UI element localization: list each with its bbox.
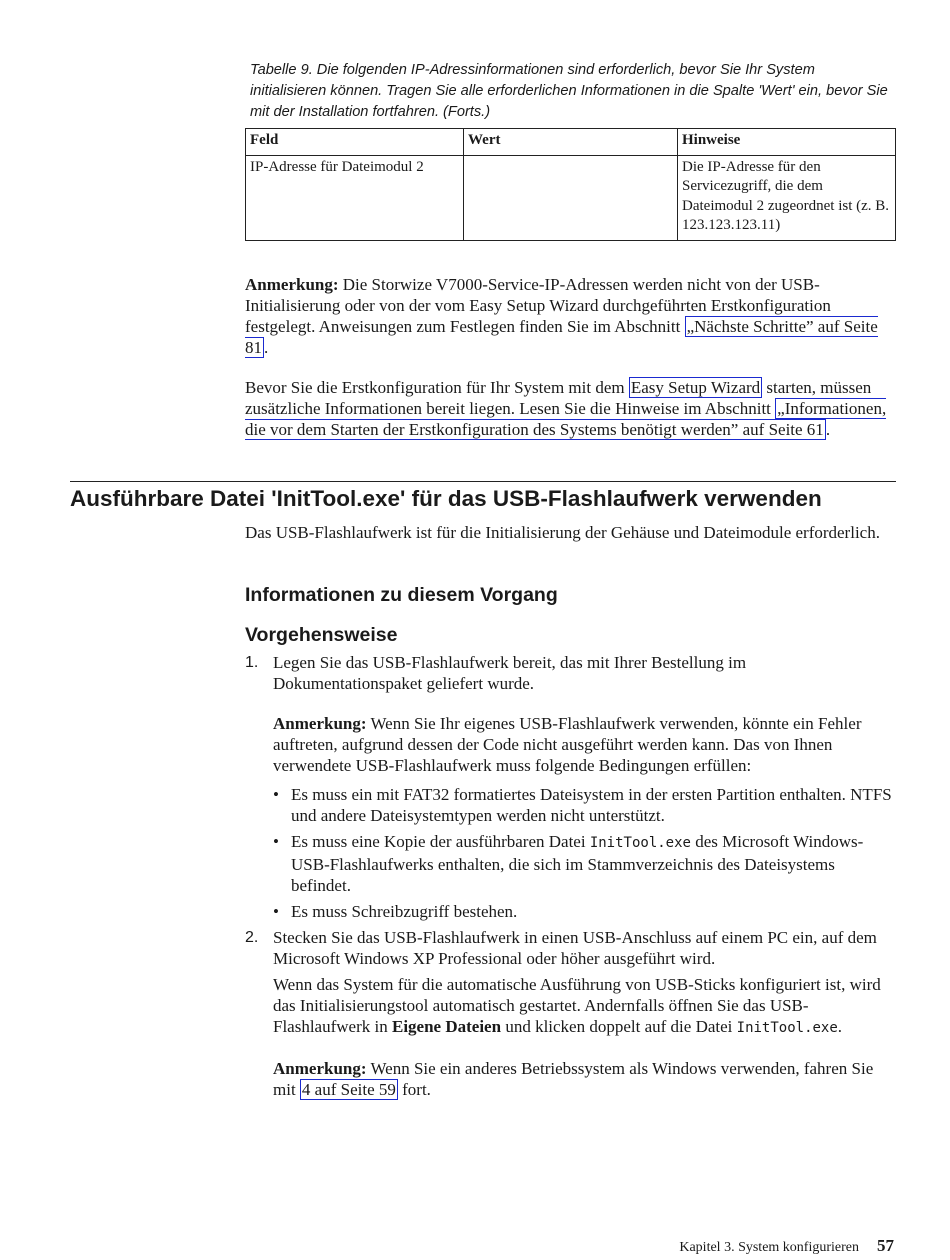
note-text: fort. [397, 1080, 431, 1099]
step-note [273, 713, 897, 776]
step-number: 2. [245, 929, 259, 946]
page-number: 57 [877, 1236, 894, 1255]
ip-info-table [245, 128, 896, 241]
list-item-text: Es muss Schreibzugriff bestehen. [291, 902, 518, 921]
paragraph-before-setup [245, 377, 897, 440]
subheading-vorgehensweise: Vorgehensweise [245, 624, 398, 646]
column-header-wert: Wert [464, 129, 678, 156]
note-text: Wenn Sie ein anderes Betriebssystem als Windows verwenden, fahren Sie mit [273, 1059, 874, 1099]
section-title: Ausführbare Datei 'InitTool.exe' für das USB-Flashlaufwerk verwenden [70, 486, 822, 511]
para-text-2: starten, müssen zusätzliche Informationen bereit liegen. Lesen Sie die Hinweise im Abschnitt [245, 378, 872, 418]
step-paragraph [273, 974, 897, 1039]
step-1 [245, 652, 897, 922]
section-divider [70, 481, 896, 482]
para-text-1: Bevor Sie die Erstkonfiguration für Ihr System mit dem [245, 378, 629, 397]
subheading-informationen: Informationen zu diesem Vorgang [245, 584, 558, 606]
link-naechste-schritte[interactable]: „Nächste Schritte” auf Seite 81 [245, 317, 878, 357]
list-item: • Es muss ein mit FAT32 formatiertes Dateisystem in der ersten Partition enthalten. NTFS und andere Dateisystemtypen werden nicht unterstützt. [273, 785, 892, 825]
table-caption: Tabelle 9. Die folgenden IP-Adressinformationen sind erforderlich, bevor Sie Ihr System initialisieren können. Tragen Sie alle erforderlichen Informationen in die Spalte 'Wert' ein, bevor Sie mit der Installation fortfahren. (Forts.) [250, 62, 888, 120]
note-label: Anmerkung: [245, 275, 339, 294]
note-end: . [264, 338, 269, 357]
step-text: Stecken Sie das USB-Flashlaufwerk in einen USB-Anschluss auf einem PC ein, auf dem Microsoft Windows XP Professional oder höher ausgeführt wird. [273, 928, 877, 968]
step-paragraph-text: Wenn das System für die automatische Ausführung von USB-Sticks konfiguriert ist, wird das Initialisierungstool automatisch gestartet. Andernfalls öffnen Sie das USB-Flashlaufwerk in [273, 975, 881, 1036]
note-label: Anmerkung: [273, 714, 367, 733]
table-header-row [246, 129, 896, 156]
section-intro: Das USB-Flashlaufwerk ist für die Initialisierung der Gehäuse und Dateimodule erforderlich. [245, 523, 880, 542]
list-item-text: Es muss ein mit FAT32 formatiertes Dateisystem in der ersten Partition enthalten. NTFS und andere Dateisystemtypen werden nicht unterstützt. [291, 785, 892, 825]
note-text: Wenn Sie Ihr eigenes USB-Flashlaufwerk verwenden, könnte ein Fehler auftreten, aufgrund dessen der Code nicht ausgeführt werden kann. Das von Ihnen verwendete USB-Flashlaufwerk muss folgende Bedingungen erfüllen: [273, 714, 862, 775]
cell-wert[interactable] [464, 155, 678, 240]
cell-hinweise: Die IP-Adresse für den Servicezugriff, die dem Dateimodul 2 zugeordnet ist (z. B. 123.123.123.11) [678, 155, 896, 240]
column-header-feld: Feld [246, 129, 464, 156]
note-service-ip [245, 274, 897, 358]
cell-feld: IP-Adresse für Dateimodul 2 [246, 155, 464, 240]
step-paragraph-text: und klicken doppelt auf die Datei [501, 1017, 737, 1036]
procedure-steps [245, 652, 897, 1100]
step-2 [245, 927, 897, 1100]
list-item-text: des Microsoft Windows-USB-Flashlaufwerks enthalten, die sich im Stammverzeichnis des Dateisystems befindet. [291, 832, 864, 895]
list-item: • Es muss eine Kopie der ausführbaren Datei InitTool.exe des Microsoft Windows-USB-Flashlaufwerks enthalten, die sich im Stammverzeichnis des Dateisystems befindet. [273, 832, 864, 895]
list-item-text: Es muss eine Kopie der ausführbaren Datei [291, 832, 590, 851]
bold-eigene-dateien: Eigene Dateien [391, 1017, 502, 1036]
list-item: • Es muss Schreibzugriff bestehen. [273, 902, 518, 921]
link-informationen-erstkonfiguration[interactable]: „Informationen, die vor dem Starten der Erstkonfiguration des Systems benötigt werden” auf Seite 61 [245, 399, 887, 439]
column-header-hinweise: Hinweise [678, 129, 896, 156]
link-easy-setup-wizard[interactable]: Easy Setup Wizard [630, 378, 761, 397]
note-label: Anmerkung: [273, 1059, 367, 1078]
requirements-list [273, 784, 897, 922]
step-paragraph-end: . [837, 1017, 843, 1036]
step-number: 1. [245, 654, 259, 671]
note-text: Die Storwize V7000-Service-IP-Adressen werden nicht von der USB-Initialisierung oder von der vom Easy Setup Wizard durchgeführten Erstkonfiguration festgelegt. Anweisungen zum Festlegen finden Sie im Abschnitt [245, 275, 831, 336]
footer-chapter: Kapitel 3. System konfigurieren [679, 1240, 859, 1255]
table-row [246, 155, 896, 240]
page-footer [679, 1236, 894, 1256]
para-end: . [825, 420, 831, 439]
code-inittool: InitTool.exe [589, 835, 691, 851]
step-text: Legen Sie das USB-Flashlaufwerk bereit, das mit Ihrer Bestellung im Dokumentationspaket geliefert wurde. [273, 653, 747, 693]
step-note [273, 1058, 897, 1100]
link-step-4[interactable]: 4 auf Seite 59 [301, 1080, 396, 1099]
code-inittool: InitTool.exe [736, 1020, 838, 1036]
